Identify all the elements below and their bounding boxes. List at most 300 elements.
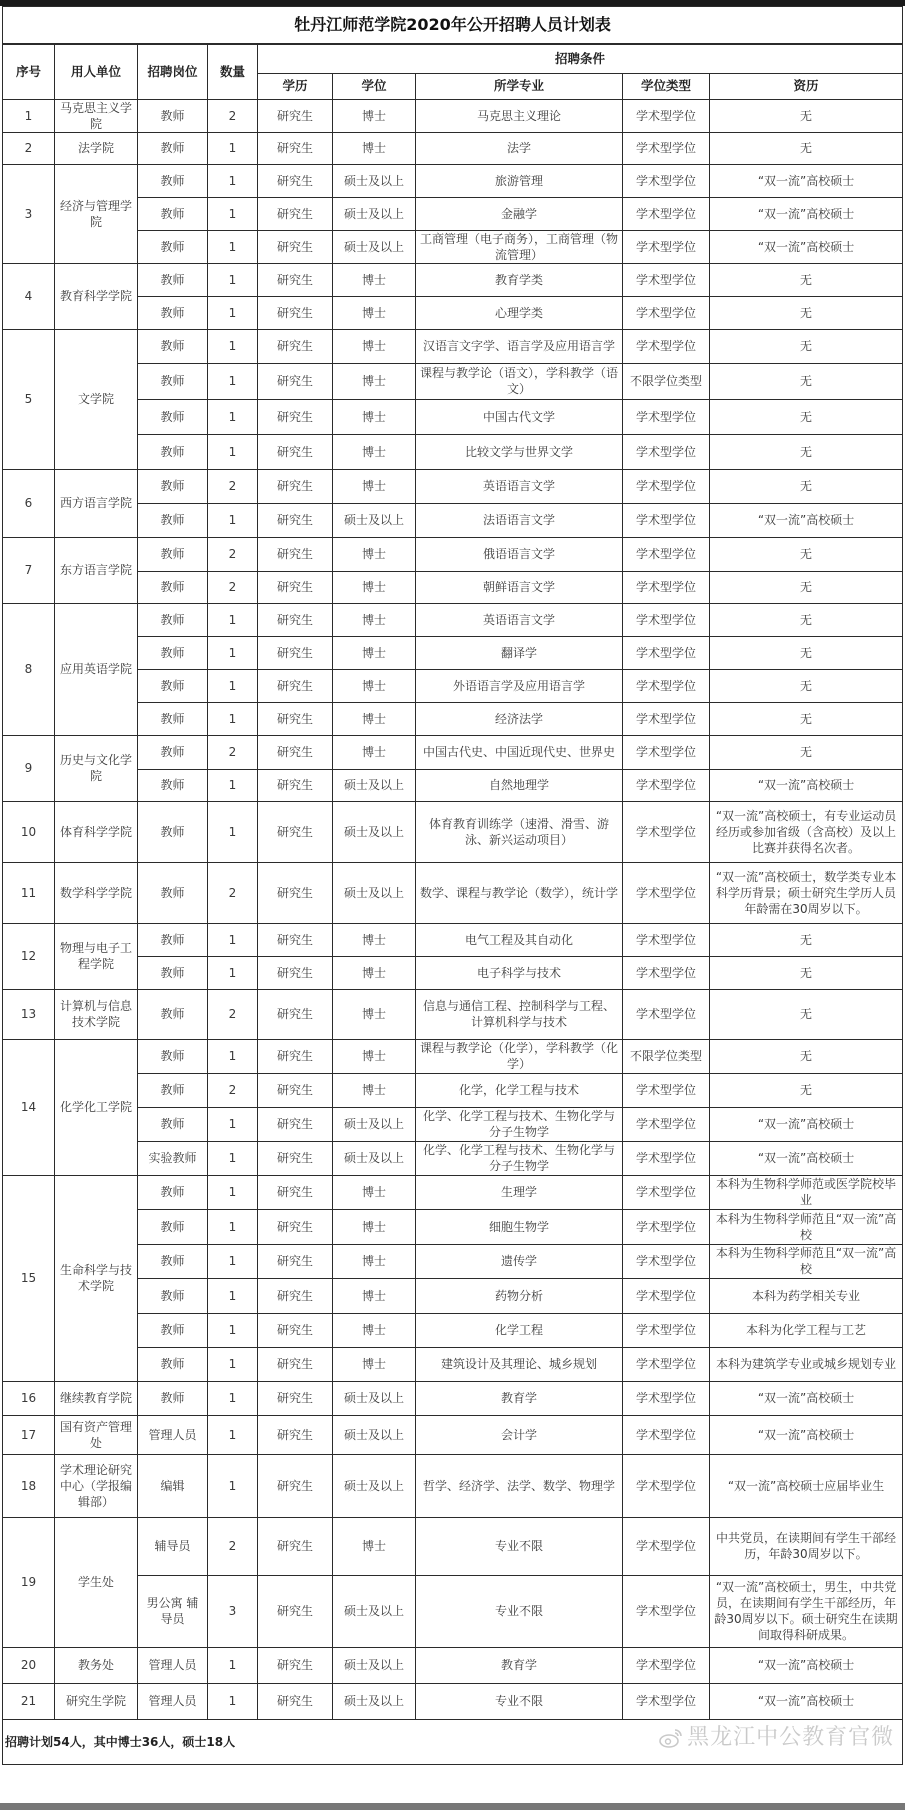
cell-unit: 法学院	[55, 132, 138, 164]
cell-education: 研究生	[258, 636, 333, 669]
cell-unit: 化学化工学院	[55, 1039, 138, 1175]
cell-degree-type: 学术型学位	[623, 434, 710, 469]
table-row	[3, 363, 903, 399]
cell-degree: 博士	[333, 669, 416, 702]
cell-degree-type: 学术型学位	[623, 989, 710, 1039]
cell-education: 研究生	[258, 1244, 333, 1278]
cell-degree: 博士	[333, 923, 416, 956]
cell-major: 法语语言文学	[416, 503, 623, 537]
table-row	[3, 164, 903, 197]
cell-count: 1	[208, 769, 258, 801]
cell-unit: 应用英语学院	[55, 603, 138, 735]
cell-qualification: 无	[710, 263, 903, 296]
cell-major: 教育学	[416, 1647, 623, 1683]
cell-degree-type: 学术型学位	[623, 263, 710, 296]
cell-degree: 博士	[333, 469, 416, 503]
cell-count: 1	[208, 702, 258, 735]
cell-count: 1	[208, 132, 258, 164]
cell-count: 1	[208, 503, 258, 537]
cell-count: 1	[208, 263, 258, 296]
cell-seq: 9	[3, 735, 55, 801]
cell-count: 1	[208, 1647, 258, 1683]
table-row	[3, 923, 903, 956]
cell-degree: 博士	[333, 99, 416, 132]
cell-seq: 7	[3, 537, 55, 603]
cell-post: 管理人员	[138, 1415, 208, 1454]
cell-degree: 硕士及以上	[333, 1647, 416, 1683]
cell-major: 遗传学	[416, 1244, 623, 1278]
cell-count: 1	[208, 1141, 258, 1175]
weibo-icon	[659, 1728, 683, 1748]
table-row	[3, 735, 903, 769]
cell-post: 教师	[138, 1209, 208, 1244]
cell-seq: 10	[3, 801, 55, 862]
table-row	[3, 1415, 903, 1454]
cell-degree: 硕士及以上	[333, 230, 416, 263]
cell-education: 研究生	[258, 862, 333, 923]
cell-unit: 文学院	[55, 329, 138, 469]
cell-count: 1	[208, 329, 258, 363]
cell-seq: 8	[3, 603, 55, 735]
table-row	[3, 1347, 903, 1381]
cell-education: 研究生	[258, 1107, 333, 1141]
cell-qualification: “双一流”高校硕士	[710, 164, 903, 197]
cell-major: 生理学	[416, 1175, 623, 1209]
table-row	[3, 1683, 903, 1719]
cell-post: 教师	[138, 603, 208, 636]
cell-degree: 硕士及以上	[333, 1683, 416, 1719]
cell-major: 教育学	[416, 1381, 623, 1415]
cell-count: 1	[208, 296, 258, 329]
cell-count: 1	[208, 669, 258, 702]
cell-qualification: 无	[710, 669, 903, 702]
cell-degree-type: 学术型学位	[623, 329, 710, 363]
cell-qualification: 无	[710, 132, 903, 164]
cell-post: 教师	[138, 862, 208, 923]
cell-education: 研究生	[258, 434, 333, 469]
cell-degree-type: 学术型学位	[623, 923, 710, 956]
table-row	[3, 1313, 903, 1347]
cell-degree: 硕士及以上	[333, 1575, 416, 1647]
cell-degree-type: 学术型学位	[623, 296, 710, 329]
cell-qualification: 本科为药学相关专业	[710, 1278, 903, 1313]
table-row	[3, 862, 903, 923]
cell-degree: 博士	[333, 702, 416, 735]
table-row	[3, 603, 903, 636]
cell-post: 教师	[138, 1381, 208, 1415]
cell-degree: 博士	[333, 1347, 416, 1381]
table-row	[3, 132, 903, 164]
cell-degree: 博士	[333, 571, 416, 603]
table-row	[3, 329, 903, 363]
cell-qualification: “双一流”高校硕士应届毕业生	[710, 1454, 903, 1517]
cell-degree: 硕士及以上	[333, 801, 416, 862]
header-seq: 序号	[3, 44, 55, 99]
cell-post: 教师	[138, 99, 208, 132]
cell-education: 研究生	[258, 702, 333, 735]
recruitment-plan-sheet	[2, 6, 902, 1765]
cell-degree: 博士	[333, 956, 416, 989]
cell-post: 管理人员	[138, 1683, 208, 1719]
cell-count: 1	[208, 434, 258, 469]
cell-degree-type: 学术型学位	[623, 603, 710, 636]
cell-qualification: 无	[710, 636, 903, 669]
cell-count: 1	[208, 923, 258, 956]
cell-degree: 博士	[333, 989, 416, 1039]
cell-degree-type: 学术型学位	[623, 801, 710, 862]
cell-seq: 14	[3, 1039, 55, 1175]
cell-degree-type: 学术型学位	[623, 636, 710, 669]
cell-count: 2	[208, 1517, 258, 1575]
cell-count: 1	[208, 636, 258, 669]
table-row	[3, 1039, 903, 1073]
summary-text: 招聘计划54人，其中博士36人，硕士18人	[5, 1734, 236, 1749]
cell-degree: 博士	[333, 1278, 416, 1313]
cell-degree: 硕士及以上	[333, 1415, 416, 1454]
cell-degree-type: 学术型学位	[623, 469, 710, 503]
cell-education: 研究生	[258, 1141, 333, 1175]
cell-qualification: 无	[710, 399, 903, 434]
watermark-text: 黑龙江中公教育官微	[687, 1724, 895, 1750]
table-row	[3, 469, 903, 503]
cell-count: 1	[208, 801, 258, 862]
cell-degree: 硕士及以上	[333, 769, 416, 801]
table-row	[3, 263, 903, 296]
cell-qualification: “双一流”高校硕士	[710, 197, 903, 230]
cell-education: 研究生	[258, 1347, 333, 1381]
table-row	[3, 537, 903, 571]
cell-education: 研究生	[258, 1209, 333, 1244]
cell-education: 研究生	[258, 469, 333, 503]
cell-count: 1	[208, 1278, 258, 1313]
cell-degree: 硕士及以上	[333, 862, 416, 923]
cell-seq: 13	[3, 989, 55, 1039]
cell-post: 教师	[138, 132, 208, 164]
header-qualification: 资历	[710, 73, 903, 99]
header-post: 招聘岗位	[138, 44, 208, 99]
table-row	[3, 1454, 903, 1517]
cell-seq: 2	[3, 132, 55, 164]
cell-major: 汉语言文字学、语言学及应用语言学	[416, 329, 623, 363]
cell-education: 研究生	[258, 769, 333, 801]
header-degree-type: 学位类型	[623, 73, 710, 99]
cell-unit: 马克思主义学院	[55, 99, 138, 132]
cell-degree-type: 学术型学位	[623, 1209, 710, 1244]
cell-education: 研究生	[258, 1683, 333, 1719]
cell-post: 教师	[138, 989, 208, 1039]
cell-degree-type: 学术型学位	[623, 956, 710, 989]
cell-qualification: 无	[710, 735, 903, 769]
cell-major: 化学、化学工程与技术、生物化学与分子生物学	[416, 1107, 623, 1141]
table-row	[3, 669, 903, 702]
cell-major: 专业不限	[416, 1575, 623, 1647]
table-row	[3, 1517, 903, 1575]
cell-qualification: “双一流”高校硕士	[710, 1647, 903, 1683]
cell-degree-type: 学术型学位	[623, 399, 710, 434]
cell-major: 药物分析	[416, 1278, 623, 1313]
cell-count: 2	[208, 99, 258, 132]
cell-degree: 博士	[333, 1039, 416, 1073]
cell-count: 1	[208, 1244, 258, 1278]
cell-post: 教师	[138, 363, 208, 399]
cell-seq: 20	[3, 1647, 55, 1683]
cell-count: 2	[208, 1073, 258, 1107]
cell-count: 1	[208, 1381, 258, 1415]
cell-degree-type: 学术型学位	[623, 132, 710, 164]
cell-degree-type: 学术型学位	[623, 702, 710, 735]
cell-degree: 硕士及以上	[333, 1454, 416, 1517]
cell-degree: 博士	[333, 735, 416, 769]
cell-qualification: “双一流”高校硕士，有专业运动员经历或参加省级（含高校）及以上比赛并获得名次者。	[710, 801, 903, 862]
cell-qualification: 无	[710, 702, 903, 735]
table-row	[3, 1278, 903, 1313]
cell-post: 教师	[138, 164, 208, 197]
cell-qualification: “双一流”高校硕士，数学类专业本科学历背景；硕士研究生学历人员年龄需在30周岁以下。	[710, 862, 903, 923]
cell-qualification: “双一流”高校硕士	[710, 503, 903, 537]
cell-seq: 6	[3, 469, 55, 537]
cell-unit: 教育科学学院	[55, 263, 138, 329]
cell-count: 2	[208, 571, 258, 603]
cell-degree: 博士	[333, 1073, 416, 1107]
cell-qualification: “双一流”高校硕士，男生，中共党员，在读期间有学生干部经历，年龄30周岁以下。硕士研究生在读期间取得科研成果。	[710, 1575, 903, 1647]
cell-count: 1	[208, 399, 258, 434]
watermark	[659, 1724, 895, 1750]
table-row	[3, 503, 903, 537]
cell-post: 教师	[138, 399, 208, 434]
cell-qualification: 本科为化学工程与工艺	[710, 1313, 903, 1347]
cell-education: 研究生	[258, 669, 333, 702]
cell-degree-type: 学术型学位	[623, 669, 710, 702]
table-row	[3, 399, 903, 434]
cell-count: 1	[208, 1313, 258, 1347]
cell-major: 外语语言学及应用语言学	[416, 669, 623, 702]
cell-seq: 19	[3, 1517, 55, 1647]
cell-post: 教师	[138, 1278, 208, 1313]
cell-education: 研究生	[258, 164, 333, 197]
cell-degree: 硕士及以上	[333, 197, 416, 230]
cell-seq: 4	[3, 263, 55, 329]
cell-major: 法学	[416, 132, 623, 164]
cell-post: 教师	[138, 1073, 208, 1107]
cell-post: 教师	[138, 296, 208, 329]
cell-post: 教师	[138, 1107, 208, 1141]
cell-major: 信息与通信工程、控制科学与工程、计算机科学与技术	[416, 989, 623, 1039]
header-major: 所学专业	[416, 73, 623, 99]
bottom-edge-bar	[0, 1803, 905, 1810]
cell-post: 教师	[138, 1039, 208, 1073]
cell-degree: 博士	[333, 329, 416, 363]
cell-unit: 计算机与信息技术学院	[55, 989, 138, 1039]
cell-degree-type: 学术型学位	[623, 1244, 710, 1278]
cell-count: 1	[208, 1347, 258, 1381]
cell-qualification: “双一流”高校硕士	[710, 1415, 903, 1454]
cell-count: 1	[208, 1209, 258, 1244]
footer-row	[3, 1719, 903, 1764]
cell-education: 研究生	[258, 537, 333, 571]
cell-degree: 硕士及以上	[333, 1381, 416, 1415]
cell-unit: 继续教育学院	[55, 1381, 138, 1415]
cell-education: 研究生	[258, 99, 333, 132]
cell-degree-type: 学术型学位	[623, 537, 710, 571]
cell-seq: 3	[3, 164, 55, 263]
cell-degree: 博士	[333, 636, 416, 669]
cell-post: 教师	[138, 230, 208, 263]
cell-degree-type: 学术型学位	[623, 164, 710, 197]
cell-qualification: “双一流”高校硕士	[710, 1141, 903, 1175]
cell-post: 教师	[138, 1313, 208, 1347]
cell-count: 2	[208, 469, 258, 503]
cell-seq: 21	[3, 1683, 55, 1719]
cell-education: 研究生	[258, 1454, 333, 1517]
cell-degree-type: 学术型学位	[623, 1415, 710, 1454]
cell-qualification: 本科为生物科学师范且“双一流”高校	[710, 1209, 903, 1244]
cell-education: 研究生	[258, 132, 333, 164]
cell-education: 研究生	[258, 1415, 333, 1454]
table-row	[3, 1575, 903, 1647]
cell-post: 教师	[138, 263, 208, 296]
cell-major: 专业不限	[416, 1517, 623, 1575]
cell-qualification: 本科为生物科学师范且“双一流”高校	[710, 1244, 903, 1278]
cell-degree: 博士	[333, 363, 416, 399]
cell-unit: 学生处	[55, 1517, 138, 1647]
cell-seq: 17	[3, 1415, 55, 1454]
cell-degree-type: 学术型学位	[623, 735, 710, 769]
cell-post: 教师	[138, 636, 208, 669]
cell-education: 研究生	[258, 230, 333, 263]
table-row	[3, 1209, 903, 1244]
table-row	[3, 434, 903, 469]
cell-qualification: 无	[710, 329, 903, 363]
cell-degree-type: 学术型学位	[623, 1313, 710, 1347]
header-conditions: 招聘条件	[258, 44, 903, 73]
cell-qualification: “双一流”高校硕士	[710, 1683, 903, 1719]
header-degree: 学位	[333, 73, 416, 99]
cell-degree-type: 学术型学位	[623, 571, 710, 603]
cell-degree: 博士	[333, 1313, 416, 1347]
cell-count: 1	[208, 603, 258, 636]
cell-degree: 博士	[333, 434, 416, 469]
cell-post: 辅导员	[138, 1517, 208, 1575]
table-row	[3, 989, 903, 1039]
cell-degree: 硕士及以上	[333, 503, 416, 537]
cell-major: 化学、化学工程与技术、生物化学与分子生物学	[416, 1141, 623, 1175]
cell-major: 课程与教学论（化学），学科教学（化学）	[416, 1039, 623, 1073]
cell-major: 自然地理学	[416, 769, 623, 801]
cell-post: 教师	[138, 801, 208, 862]
cell-post: 管理人员	[138, 1647, 208, 1683]
cell-seq: 15	[3, 1175, 55, 1381]
cell-major: 课程与教学论（语文），学科教学（语文）	[416, 363, 623, 399]
table-row	[3, 230, 903, 263]
table-row	[3, 1381, 903, 1415]
table-row	[3, 769, 903, 801]
cell-seq: 18	[3, 1454, 55, 1517]
cell-education: 研究生	[258, 1039, 333, 1073]
cell-major: 心理学类	[416, 296, 623, 329]
table-row	[3, 197, 903, 230]
cell-qualification: 中共党员，在读期间有学生干部经历，年龄30周岁以下。	[710, 1517, 903, 1575]
cell-qualification: 无	[710, 469, 903, 503]
cell-major: 中国古代文学	[416, 399, 623, 434]
cell-qualification: 无	[710, 956, 903, 989]
cell-count: 1	[208, 164, 258, 197]
cell-post: 教师	[138, 669, 208, 702]
cell-degree: 硕士及以上	[333, 1141, 416, 1175]
table-row	[3, 1175, 903, 1209]
cell-count: 1	[208, 230, 258, 263]
cell-count: 1	[208, 1415, 258, 1454]
cell-major: 翻译学	[416, 636, 623, 669]
cell-education: 研究生	[258, 1381, 333, 1415]
cell-count: 1	[208, 956, 258, 989]
cell-qualification: 无	[710, 434, 903, 469]
cell-major: 英语语言文学	[416, 603, 623, 636]
cell-degree: 博士	[333, 1517, 416, 1575]
cell-count: 1	[208, 1454, 258, 1517]
cell-qualification: 本科为建筑学专业或城乡规划专业	[710, 1347, 903, 1381]
cell-education: 研究生	[258, 263, 333, 296]
cell-unit: 研究生学院	[55, 1683, 138, 1719]
cell-education: 研究生	[258, 571, 333, 603]
cell-major: 俄语语言文学	[416, 537, 623, 571]
cell-major: 比较文学与世界文学	[416, 434, 623, 469]
cell-major: 体育教育训练学（速滑、滑雪、游泳、新兴运动项目）	[416, 801, 623, 862]
cell-qualification: 无	[710, 99, 903, 132]
cell-post: 教师	[138, 503, 208, 537]
cell-count: 1	[208, 1175, 258, 1209]
cell-degree-type: 学术型学位	[623, 1517, 710, 1575]
cell-count: 2	[208, 989, 258, 1039]
cell-degree-type: 学术型学位	[623, 1683, 710, 1719]
cell-qualification: 本科为生物科学师范或医学院校毕业	[710, 1175, 903, 1209]
cell-count: 1	[208, 1107, 258, 1141]
table-row	[3, 956, 903, 989]
cell-education: 研究生	[258, 363, 333, 399]
cell-unit: 国有资产管理处	[55, 1415, 138, 1454]
cell-degree-type: 不限学位类型	[623, 1039, 710, 1073]
cell-degree-type: 学术型学位	[623, 769, 710, 801]
cell-major: 工商管理（电子商务），工商管理（物流管理）	[416, 230, 623, 263]
cell-education: 研究生	[258, 956, 333, 989]
cell-post: 教师	[138, 1175, 208, 1209]
cell-degree-type: 学术型学位	[623, 1575, 710, 1647]
cell-degree-type: 学术型学位	[623, 197, 710, 230]
cell-education: 研究生	[258, 603, 333, 636]
cell-qualification: 无	[710, 1073, 903, 1107]
cell-major: 细胞生物学	[416, 1209, 623, 1244]
cell-post: 男公寓 辅导员	[138, 1575, 208, 1647]
cell-qualification: 无	[710, 363, 903, 399]
recruitment-plan-table	[2, 6, 903, 1765]
cell-unit: 经济与管理学院	[55, 164, 138, 263]
table-body	[3, 99, 903, 1719]
cell-education: 研究生	[258, 1175, 333, 1209]
cell-count: 2	[208, 735, 258, 769]
cell-degree-type: 学术型学位	[623, 1454, 710, 1517]
table-row	[3, 571, 903, 603]
cell-seq: 12	[3, 923, 55, 989]
header-unit: 用人单位	[55, 44, 138, 99]
cell-qualification: 无	[710, 923, 903, 956]
cell-post: 教师	[138, 434, 208, 469]
cell-unit: 历史与文化学院	[55, 735, 138, 801]
table-row	[3, 801, 903, 862]
cell-major: 数学、课程与教学论（数学），统计学	[416, 862, 623, 923]
table-row	[3, 1244, 903, 1278]
cell-qualification: 无	[710, 1039, 903, 1073]
cell-qualification: “双一流”高校硕士	[710, 1381, 903, 1415]
cell-post: 教师	[138, 571, 208, 603]
